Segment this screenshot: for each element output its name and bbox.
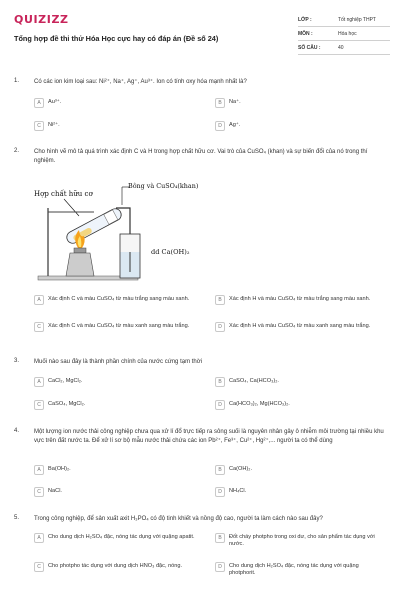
option-d[interactable] — [215, 400, 290, 412]
question-text: Cho hình vẽ mô tả quá trình xác định C và H trong hợp chất hữu cơ. Vai trò của CuSO₄ (khan) và sự biến đổi của nó trong thí nghiệm. — [34, 149, 368, 164]
option-letter: A — [34, 295, 44, 305]
label-compound: Hợp chất hữu cơ — [34, 190, 93, 198]
meta-value: Tốt nghiệp THPT — [338, 16, 376, 23]
option-text: Xác định H và màu CuSO₄ từ màu trắng sang màu xanh. — [229, 296, 371, 302]
page-title: Tổng hợp đề thi thử Hóa Học cực hay có đáp án (Đề số 24) — [14, 34, 219, 43]
option-letter: C — [34, 121, 44, 131]
option-letter: C — [34, 487, 44, 497]
q2-option-a[interactable] — [34, 295, 208, 315]
option-letter: D — [215, 562, 225, 572]
question-text: Trong công nghiệp, để sản xuất axit H₃PO₄ có độ tinh khiết và nồng độ cao, người ta làm cách nào sau đây? — [34, 516, 323, 522]
option-letter: D — [215, 322, 225, 332]
option-c[interactable] — [34, 121, 60, 133]
question-text: Một lượng ion nước thải công nghiệp chưa qua xử lí đổ trực tiếp ra sông suối là nguyên nhân gây ô nhiễm môi trường tại nhiều khu vực trên đất nước ta. Để xử lí sơ bộ mẫu nước thải chứa các ion Pb²⁺, Fe³⁺, Cu²⁺, Hg²⁺,... người ta có thể dùng — [34, 429, 384, 444]
option-letter: C — [34, 322, 44, 332]
q2-option-b[interactable] — [215, 295, 384, 315]
experiment-figure — [34, 178, 224, 288]
meta-key: MÔN : — [298, 30, 313, 37]
option-a[interactable] — [34, 465, 71, 477]
option-letter: D — [215, 121, 225, 131]
question-number: 4. — [14, 428, 20, 434]
option-d[interactable] — [215, 487, 246, 499]
option-letter: B — [215, 377, 225, 387]
label-solution: dd Ca(OH)₂ — [151, 248, 190, 256]
q2-option-c[interactable] — [34, 322, 208, 342]
question-number: 2. — [14, 148, 20, 154]
option-b[interactable] — [215, 465, 252, 477]
meta-value: Hóa học — [338, 30, 357, 37]
option-letter: B — [215, 295, 225, 305]
option-text: Ba(OH)₂. — [48, 466, 71, 472]
meta-row-count — [298, 41, 390, 55]
option-text: NH₄Cl. — [229, 488, 247, 494]
option-letter: D — [215, 487, 225, 497]
option-letter: A — [34, 465, 44, 475]
option-letter: A — [34, 533, 44, 543]
meta-row-subject — [298, 27, 390, 41]
question-4 — [14, 428, 390, 504]
option-letter: A — [34, 98, 44, 108]
option-c[interactable] — [34, 400, 85, 412]
option-letter: C — [34, 400, 44, 410]
option-text: CaCl₂, MgCl₂. — [48, 378, 83, 384]
question-3 — [14, 358, 390, 418]
option-text: Đốt cháy photpho trong oxi dư, cho sản phẩm tác dụng với nước. — [229, 534, 375, 547]
option-a[interactable] — [34, 377, 83, 389]
meta-row-class — [298, 13, 390, 27]
option-text: Ni²⁺. — [48, 122, 60, 128]
option-text: Cho photpho tác dụng với dung dịch HNO₃ đặc, nóng. — [48, 563, 183, 569]
option-b[interactable] — [215, 377, 279, 389]
option-b[interactable] — [215, 98, 241, 110]
meta-value: 40 — [338, 44, 344, 51]
option-c[interactable] — [34, 487, 62, 499]
option-text: Au³⁺. — [48, 99, 62, 105]
option-d[interactable] — [215, 121, 240, 133]
option-text: Xác định C và màu CuSO₄ từ màu xanh sang màu trắng. — [48, 323, 190, 329]
meta-key: SỐ CÂU : — [298, 44, 321, 51]
question-5 — [14, 515, 390, 590]
option-text: Cho dung dịch H₂SO₄ đặc, nóng tác dụng với quặng apatit. — [48, 534, 195, 540]
question-1 — [14, 78, 390, 138]
option-b[interactable] — [215, 533, 384, 553]
question-number: 5. — [14, 515, 20, 521]
option-text: Cho dung dịch H₂SO₄ đặc, nóng tác dụng với quặng photphorit. — [229, 563, 359, 576]
option-letter: A — [34, 377, 44, 387]
option-letter: B — [215, 533, 225, 543]
question-number: 1. — [14, 78, 20, 84]
option-text: Xác định C và màu CuSO₄ từ màu trắng sang màu xanh. — [48, 296, 190, 302]
question-text: Có các ion kim loại sau: Ni²⁺, Na⁺, Ag⁺, Au³⁺. Ion có tính oxy hóa mạnh nhất là? — [34, 79, 247, 85]
option-text: Ca(HCO₃)₂, Mg(HCO₃)₂. — [229, 401, 290, 407]
option-letter: C — [34, 562, 44, 572]
label-cotton: Bông và CuSO₄(khan) — [128, 182, 199, 190]
option-text: Xác định H và màu CuSO₄ từ màu xanh sang màu trắng. — [229, 323, 371, 329]
option-text: Ag⁺. — [229, 122, 241, 128]
option-text: Na⁺. — [229, 99, 241, 105]
q2-option-d[interactable] — [215, 322, 384, 342]
option-a[interactable] — [34, 533, 208, 553]
option-letter: B — [215, 465, 225, 475]
option-a[interactable] — [34, 98, 61, 110]
question-number: 3. — [14, 358, 20, 364]
quizizz-logo[interactable]: QUIZIZZ — [14, 13, 69, 26]
option-d[interactable] — [215, 562, 384, 582]
option-letter: B — [215, 98, 225, 108]
meta-key: LỚP : — [298, 16, 312, 23]
page-header — [0, 0, 400, 62]
option-text: CaSO₄, Ca(HCO₃)₂. — [229, 378, 279, 384]
option-c[interactable] — [34, 562, 208, 582]
option-text: CaSO₄, MgCl₂. — [48, 401, 86, 407]
option-text: NaCl. — [48, 488, 62, 494]
question-text: Muối nào sau đây là thành phần chính của nước cứng tạm thời — [34, 359, 203, 365]
option-text: Ca(OH)₂. — [229, 466, 252, 472]
apparatus-diagram — [34, 178, 224, 288]
meta-table — [298, 13, 390, 55]
option-letter: D — [215, 400, 225, 410]
